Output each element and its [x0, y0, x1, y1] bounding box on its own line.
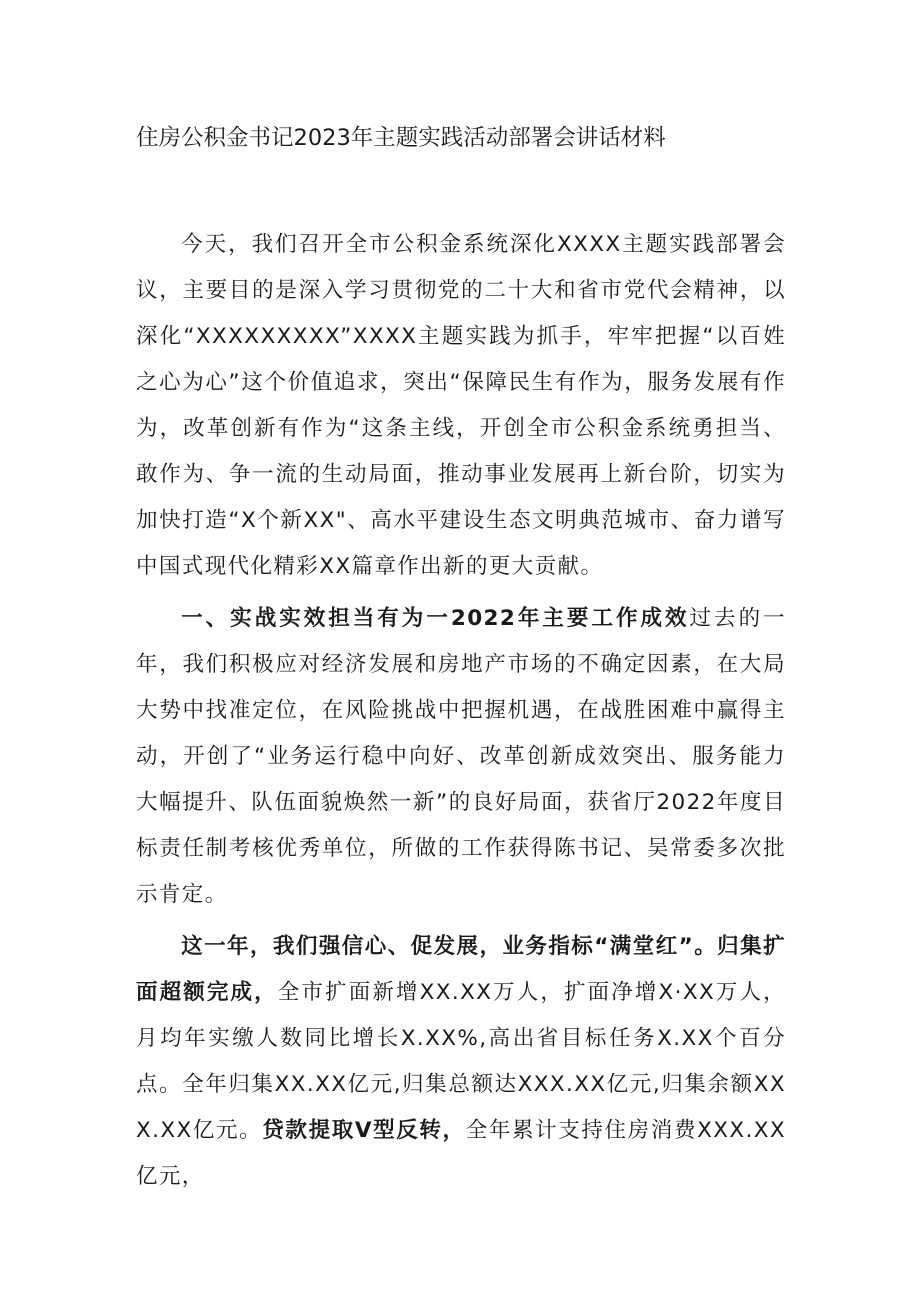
document-body	[136, 222, 786, 1200]
document-title: 住房公积金书记2023年主题实践活动部署会讲话材料	[136, 125, 666, 151]
paragraph-text: 全市扩面新增XX.XX万人，扩面净增X·XX万人，月均年实缴人数同比增长X.XX%,高出省目标任务X.XX个百分点。全年归集XX.XX亿元,归集总额达XXX.XX亿元,归集余额XXX.XX亿元。	[136, 980, 786, 1143]
emphasis-loan: 贷款提取V型反转，	[262, 1118, 466, 1143]
paragraph-text: 过去的一年，我们积极应对经济发展和房地产市场的不确定因素，在大局大势中找准定位，在风险挑战中把握机遇，在战胜困难中赢得主动，开创了“业务运行稳中向好、改革创新成效突出、服务能力大幅提升、队伍面貌焕然一新”的良好局面，获省厅2022年度目标责任制考核优秀单位，所做的工作获得陈书记、吴常委多次批示肯定。	[136, 606, 786, 907]
paragraph-text: 今天，我们召开全市公积金系统深化XXXX主题实践部署会议，主要目的是深入学习贯彻党的二十大和省市党代会精神，以深化“XXXXXXXXX”XXXX主题实践为抓手，牢牢把握“以百姓之心为心”这个价值追求，突出“保障民生有作为，服务发展有作为，改革创新有作为“这条主线，开创全市公积金系统勇担当、敢作为、争一流的生动局面，推动事业发展再上新台阶，切实为加快打造“X个新XX"、高水平建设生态文明典范城市、奋力谱写中国式现代化精彩XX篇章作出新的更大贡献。	[136, 232, 786, 579]
section-heading: 一、实战实效担当有为一2022年主要工作成效	[181, 606, 690, 631]
paragraph-achievements	[136, 924, 786, 1200]
paragraph-intro	[136, 222, 786, 590]
paragraph-text: 全年累计支持住房消费XXX.XX亿元，	[136, 1118, 786, 1189]
emphasis-lead: 这一年，我们强信心、促发展，业务指标“满堂红”。归集扩面超额完成，	[136, 934, 786, 1005]
paragraph-section-one	[136, 596, 786, 918]
